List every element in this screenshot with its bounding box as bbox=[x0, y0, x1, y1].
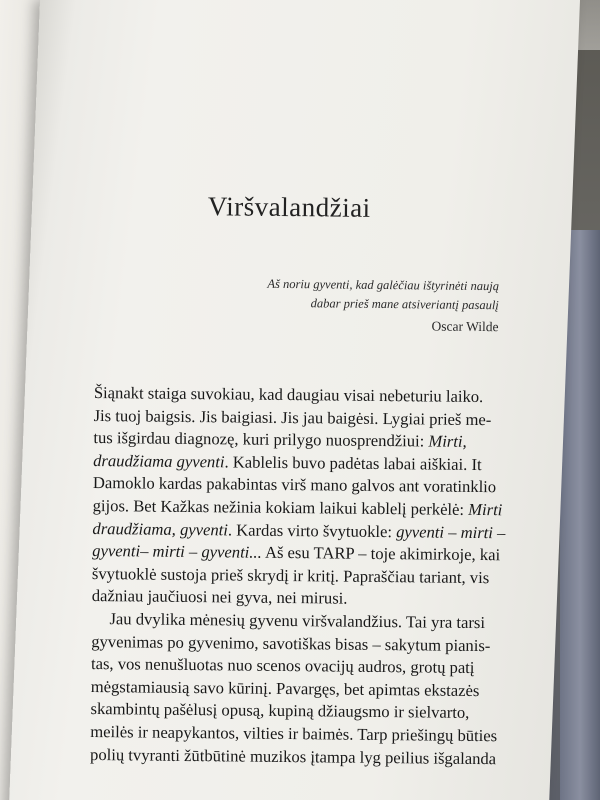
text-run: . Kablelis buvo padėtas labai aiškiai. It bbox=[224, 452, 482, 474]
text-run: Jis tuoj baigsis. Jis baigiasi. Jis jau baigėsi. Lygiai prieš me- bbox=[93, 405, 492, 429]
chapter-title: Viršvalandžiai bbox=[207, 191, 371, 223]
text-run: meilės ir neapykantos, vilties ir baimės. Tarp priešingų būties bbox=[90, 721, 498, 746]
text-run: Šiąnakt staiga suvokiau, kad daugiau visai nebeturiu laiko. bbox=[93, 382, 484, 407]
text-run: Damoklo kardas pakabintas virš mano galvos ant voratinklio bbox=[92, 473, 497, 497]
body-text bbox=[90, 382, 564, 771]
text-run: . Kardas virto švytuokle: bbox=[227, 519, 397, 541]
italic-run: Mirti, bbox=[428, 431, 467, 452]
italic-run: gyventi– mirti – gyventi... bbox=[92, 541, 262, 562]
text-run: tas, vos nenušluotas nuo scenos ovacijų audros, grotų patį bbox=[90, 654, 475, 678]
text-run: dažniau jaučiuosi nei gyva, nei mirusi. bbox=[91, 586, 348, 608]
italic-run: draudžiama, gyventi bbox=[92, 518, 229, 539]
text-run: gyvenimas po gyvenimo, savotiškas bisas – sakytum pianis- bbox=[91, 631, 491, 655]
text-run: gijos. Bet Kažkas nežinia kokiam laikui kablelį perkėlė: bbox=[92, 495, 469, 519]
text-run: skambintų pašėlusį opusą, kupiną džiaugsmo ir sielvarto, bbox=[90, 699, 470, 723]
page-content bbox=[90, 190, 566, 771]
text-run: Jau dvylika mėnesių gyvenu viršvalandžius. Tai yra tarsi bbox=[109, 609, 486, 633]
epigraph-line: dabar prieš mane atsiveriantį pasaulį bbox=[310, 296, 499, 313]
text-run: švytuoklė sustoja prieš skrydį ir kritį. Papraščiau tariant, vis bbox=[91, 563, 490, 587]
text-run: mėgstamiausią savo kūrinį. Pavargęs, bet apimtas ekstazės bbox=[90, 676, 480, 700]
italic-run: Mirti bbox=[468, 499, 503, 520]
epigraph bbox=[259, 275, 500, 337]
text-run: polių tvyranti žūtbūtinė muzikos įtampa lyg peilius išgalanda bbox=[89, 744, 497, 768]
text-run: tus išgirdau diagnozę, kuri prilygo nuosprendžiui: bbox=[93, 428, 429, 451]
text-run: Aš esu TARP – toje akimirkoje, kai bbox=[261, 542, 501, 565]
italic-run: draudžiama gyventi bbox=[93, 450, 225, 472]
epigraph-line: Aš noriu gyventi, kad galėčiau ištyrinėti naują bbox=[267, 276, 500, 294]
italic-run: gyventi – mirti – bbox=[396, 521, 506, 542]
epigraph-author: Oscar Wilde bbox=[431, 318, 499, 335]
